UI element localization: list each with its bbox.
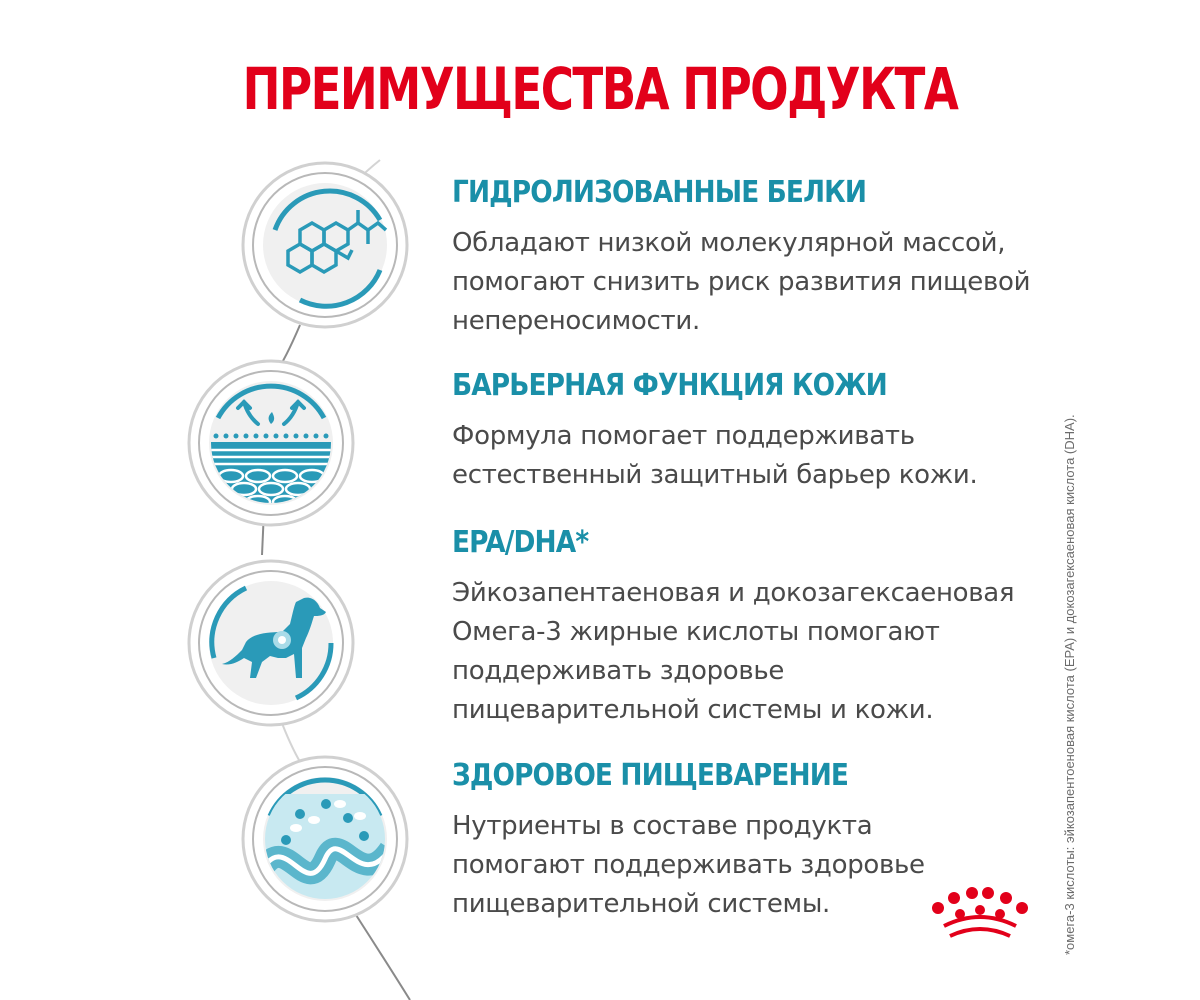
feature-heading: ГИДРОЛИЗОВАННЫЕ БЕЛКИ	[452, 175, 867, 210]
feature-heading: БАРЬЕРНАЯ ФУНКЦИЯ КОЖИ	[452, 368, 887, 403]
feature-line: Нутриенты в составе продукта	[452, 811, 873, 841]
feature-line: Омега-3 жирные кислоты помогают	[452, 617, 940, 647]
feature-line: помогают поддерживать здоровье	[452, 850, 925, 880]
digestion-icon	[240, 754, 410, 924]
feature-heading: ЗДОРОВОЕ ПИЩЕВАРЕНИЕ	[452, 758, 849, 793]
feature-hydrolyzed-proteins	[452, 175, 1092, 341]
feature-line: Обладают низкой молекулярной массой,	[452, 228, 1006, 258]
footnote: *омега-3 кислоты: эйкозапентоеновая кислота (EPA) и докозагексаеновая кислота (DHA).	[1062, 414, 1077, 955]
skin-barrier-icon	[186, 358, 356, 528]
page-title: ПРЕИМУЩЕСТВА ПРОДУКТА	[242, 55, 958, 123]
feature-line: пищеварительной системы и кожи.	[452, 695, 934, 725]
feature-line: помогают снизить риск развития пищевой	[452, 267, 1031, 297]
dog-icon	[186, 558, 356, 728]
feature-epa-dha	[452, 525, 1092, 730]
feature-line: непереносимости.	[452, 306, 700, 336]
molecule-icon	[240, 160, 410, 330]
feature-line: Формула помогает поддерживать	[452, 421, 915, 451]
feature-skin-barrier	[452, 368, 1092, 495]
feature-line: естественный защитный барьер кожи.	[452, 460, 978, 490]
feature-heading: EPA/DHA*	[452, 525, 589, 560]
feature-line: Эйкозапентаеновая и докозагексаеновая	[452, 578, 1015, 608]
feature-line: пищеварительной системы.	[452, 889, 831, 919]
feature-line: поддерживать здоровье	[452, 656, 785, 686]
crown-logo-icon	[924, 886, 1034, 946]
